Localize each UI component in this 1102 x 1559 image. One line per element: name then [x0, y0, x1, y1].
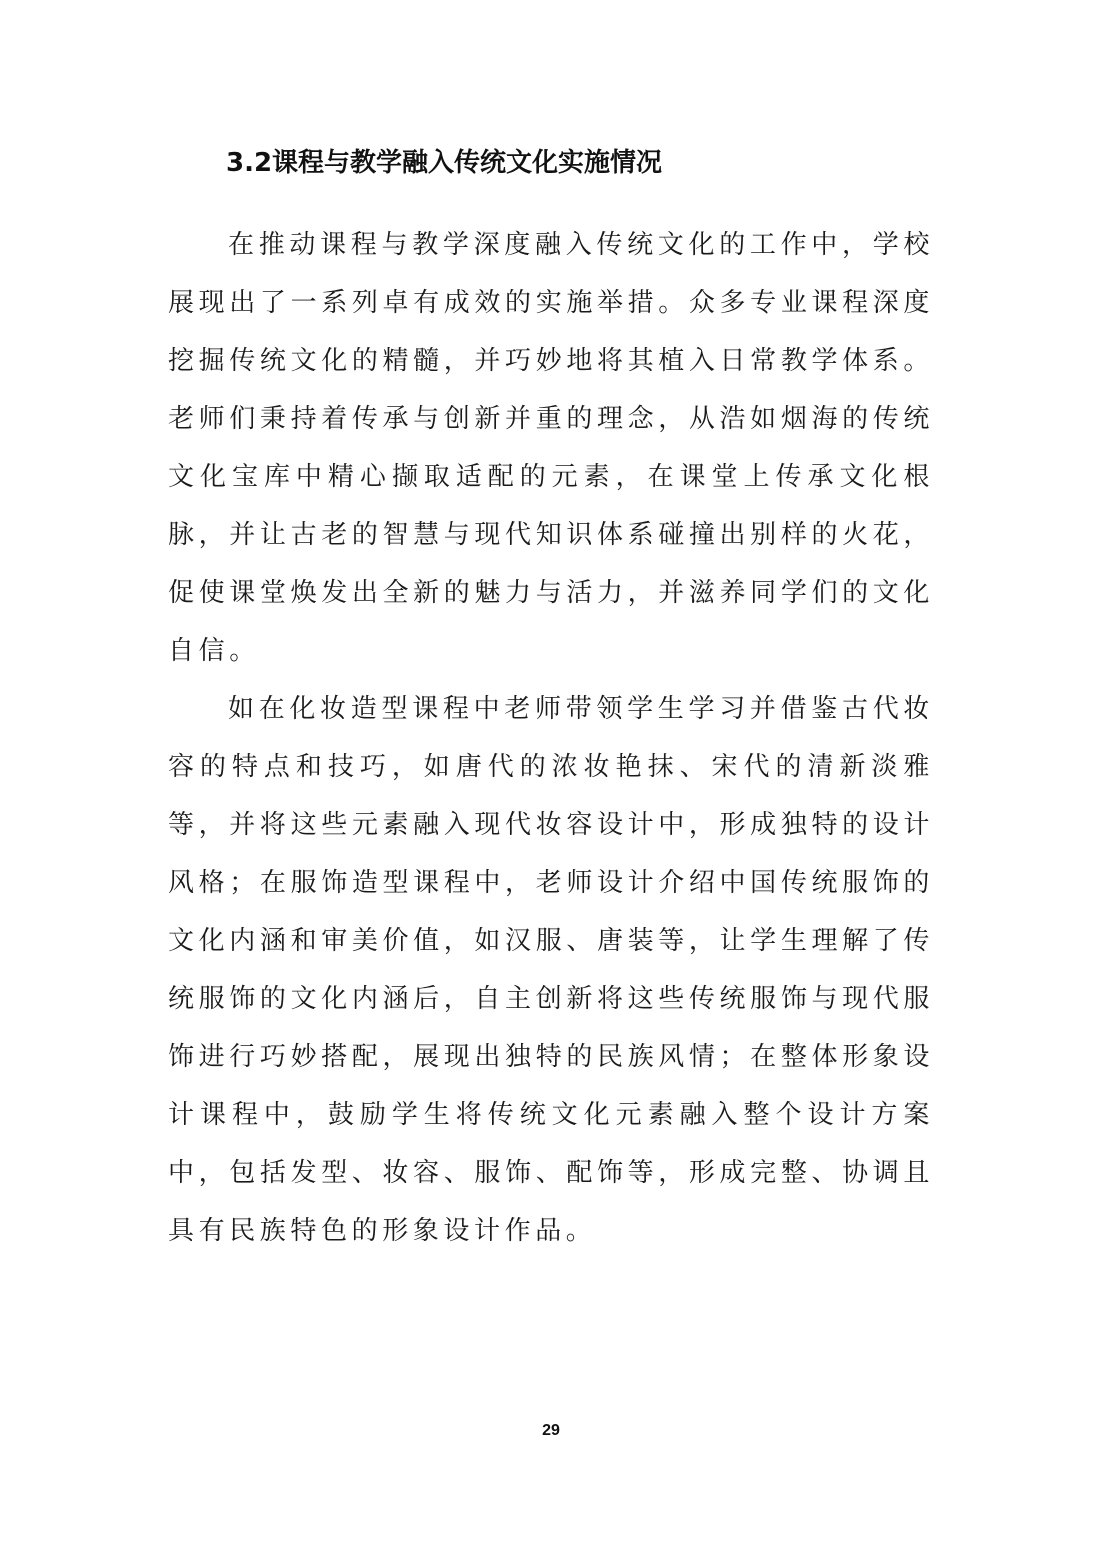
- section-heading: 3.2课程与教学融入传统文化实施情况: [226, 148, 663, 178]
- page-content: [168, 134, 934, 1260]
- paragraph-1: 在推动课程与教学深度融入传统文化的工作中，学校展现出了一系列卓有成效的实施举措。众多专业课程深度挖掘传统文化的精髓，并巧妙地将其植入日常教学体系。老师们秉持着传承与创新并重的理念，从浩如烟海的传统文化宝库中精心撷取适配的元素，在课堂上传承文化根脉，并让古老的智慧与现代知识体系碰撞出别样的火花，促使课堂焕发出全新的魅力与活力，并滋养同学们的文化自信。: [168, 230, 934, 666]
- page-number: 29: [542, 1422, 560, 1439]
- paragraph-2: 如在化妆造型课程中老师带领学生学习并借鉴古代妆容的特点和技巧，如唐代的浓妆艳抹、宋代的清新淡雅等，并将这些元素融入现代妆容设计中，形成独特的设计风格；在服饰造型课程中，老师设计介绍中国传统服饰的文化内涵和审美价值，如汉服、唐装等，让学生理解了传统服饰的文化内涵后，自主创新将这些传统服饰与现代服饰进行巧妙搭配，展现出独特的民族风情；在整体形象设计课程中，鼓励学生将传统文化元素融入整个设计方案中，包括发型、妆容、服饰、配饰等，形成完整、协调且具有民族特色的形象设计作品。: [168, 694, 934, 1246]
